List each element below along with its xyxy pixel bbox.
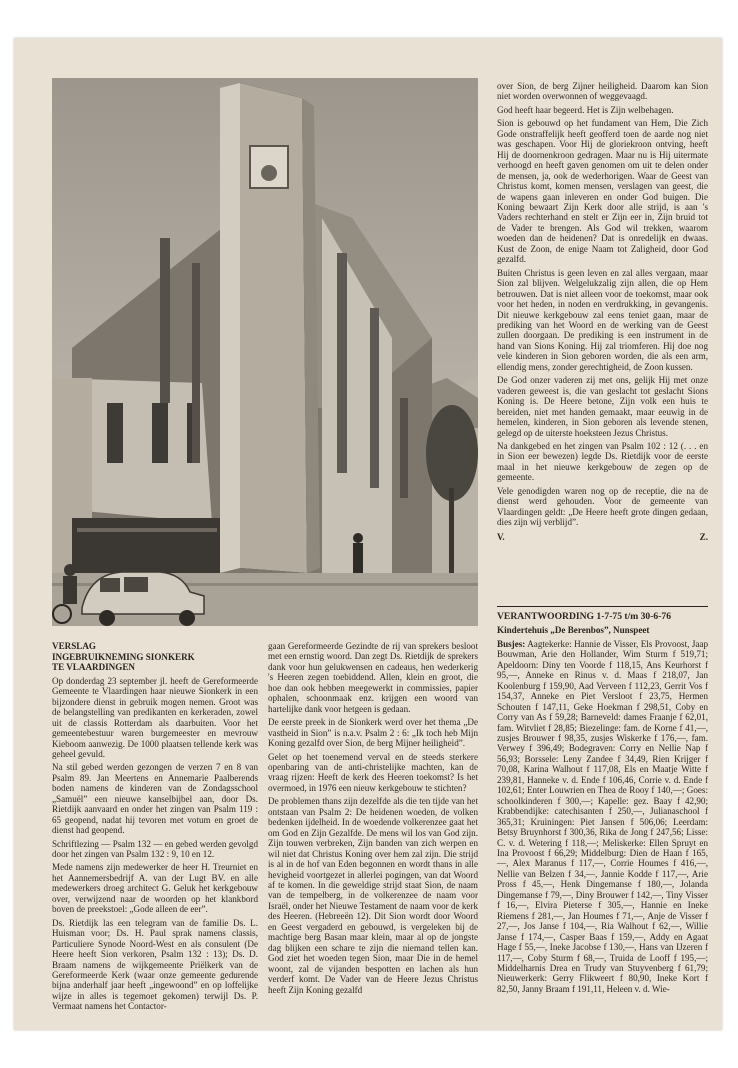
paragraph: Op donderdag 23 september jl. heeft de Gereformeerde Gemeente te Vlaardingen haar nieuwe Sionkerk in een bijzondere dienst in gebruik mogen nemen. Groot was de belangstelling van predikanten en kerkeraden, zowel uit de classis Rotterdam als daarbuiten. Voor het gemeentebestuur waren burgemeester en mevrouw Kieboom aanwezig. De 1000 plaatsen tellende kerk was geheel gevuld. <box>52 675 258 759</box>
accounts-column <box>497 606 708 997</box>
paragraph: over Sion, de berg Zijner heiligheid. Daarom kan Sion niet worden overwonnen of weggevaagd. <box>497 81 708 102</box>
paragraph: De eerste preek in de Sionkerk werd over het thema „De vastheid in Sion” is n.a.v. Psalm 2 : 6: „Ik toch heb Mijn Koning gezalfd over Sion, de berg Mijner heiligheid”. <box>268 717 478 749</box>
paragraph: Vele genodigden waren nog op de receptie, die na de dienst werd gehouden. Voor de gemeente van Vlaardingen geldt: „De Heere heeft grote dingen gedaan, dies zijn wij verblijd”. <box>497 485 708 528</box>
paragraph: Ds. Rietdijk las een telegram van de familie Ds. L. Huisman voor; Ds. H. Paul sprak namens classis, Particuliere Synode Noord-West en als consulent (De Heere heeft Sion verkoren, Psalm 132 : 13); Ds. D. Braam namens de wijkgemeente Priëlkerk van de Gereformeerde Kerk (waar onze gemeente gedurende bijna anderhalf jaar heeft „ingewoond” en op loffelijke wijze in alles is tegemoet gekomen) terwijl Ds. P. Vermaat namens het Contactor- <box>52 917 258 1012</box>
report-heading-line: VERSLAG <box>52 641 96 651</box>
paragraph: Na dankgebed en het zingen van Psalm 102 : 12 (. . . en in Sion eer bewezen) legde Ds. Rietdijk voor de eerste maal in het nieuwe kerkgebouw de zegen op de gemeente. <box>497 440 708 483</box>
paragraph: Schriftlezing — Psalm 132 — en gebed werden gevolgd door het zingen van Psalm 132 : 9, 10 en 12. <box>52 838 258 860</box>
paragraph: Mede namens zijn medewerker de heer H. Treurniet en het Aannemersbedrijf A. van der Lugt BV. en alle medewerkers droeg architect G. Geluk het kerkgebouw over, verwijzend naar de woorden op het klankbord boven de preekstoel: „Gode alleen de eer”. <box>52 862 258 915</box>
sionkerk-illustration <box>52 78 478 626</box>
report-middle-column <box>268 641 478 998</box>
report-heading <box>52 641 258 673</box>
accounts-subtitle: Kindertehuis „De Berenbos”, Nunspeet <box>497 625 650 636</box>
accounts-list <box>497 639 708 994</box>
paragraph: Na stil gebed werden gezongen de verzen 7 en 8 van Psalm 89. Jan Meertens en Annemarie Paalberends boden namens de kinderen van de Zondagsschool „Samuël” een nieuwe kanselbijbel aan, door Ds. Rietdijk aanvaard en onder het zingen van Psalm 119 : 65 geopend, nadat hij tevoren met votum en groet de dienst had geopend. <box>52 762 258 836</box>
paragraph: gaan Gereformeerde Gezindte de rij van sprekers besloot met een ernstig woord. Dan zegt Ds. Rietdijk de sprekers dank voor hun gelukwensen en cadeaus, hen wederkerig 's Heeren zegen toebiddend. Allen, klein en groot, die hoe dan ook hebben meegewerkt in commissies, papier ophalen, schoonmaak enz. krijgen een woord van hartelijke dank voor hetgeen is gedaan. <box>268 641 478 714</box>
report-heading-line: INGEBRUIKNEMING SIONKERK <box>52 651 195 662</box>
paragraph: De problemen thans zijn dezelfde als die ten tijde van het ontstaan van Psalm 2: De heidenen woeden, de volken bedenken ijdelheid. In de woedende volkerenzee gaat het om God en Zijn Gezalfde. De mens wil los van God zijn. Zijn touwen verbreken, Zijn banden van zich werpen en wil niet dat Christus Koning over hem zal zijn. Die strijd is al in de hof van Eden begonnen en wordt thans in alle hevigheid voortgezet in allerlei pogingen, van dat Woord af te komen. In die geweldige strijd staat Sion, de naam van de tempelberg, in de volkerenzee de naam voor Israël, onder het Nieuwe Testament de naam voor de kerk des Heeren. (Hebreeën 12). Dit Sion wordt door Woord en Geest vergaderd en gebouwd, is vergeleken bij de machtige berg Basan maar klein, maar al op de jongste dag blijken een schare te zijn die niemand tellen kan. God ziet het woeden tegen Sion, maar Die in de hemel woont, zal de vijanden bespotten en lachen als hun verderf komt. De Vader van de Heere Jezus Christus heeft Zijn Koning gezalfd <box>268 796 478 995</box>
report-column <box>52 641 258 1015</box>
accounts-lead: Busjes: <box>497 638 526 649</box>
accounts-title: VERANTWOORDING 1-7-75 t/m 30-6-76 <box>497 606 708 622</box>
signature-initial-left: V. <box>497 531 505 542</box>
paragraph: Sion is gebouwd op het fundament van Hem, Die Zich Gode onstraffelijk heeft geofferd toen de aarde nog niet was geschapen. Voor Hij de gloriekroon ontving, heeft Hij de doornenkroon gedragen. Maar nu is Hij uitermate verhoogd en heeft gaven genomen om uit te delen onder de mensen, ja, ook de wederhorigen. Waar de Geest van Christus komt, komen mensen, verslagen van geest, die de wapens gaan inleveren en onder God buigen. Die Koning bewaart Zijn Kerk door alle strijd, is aan 's Vaders rechterhand en stelt er Zijn eer in, Zijn bruid tot de Vader te brengen. Als God wil trekken, waarom woeden dan de heidenen? Dat is onredelijk en dwaas. Kust de Zoon, de enige Naam tot Zaligheid, door God gezalfd. <box>497 118 708 265</box>
church-photo <box>52 78 478 626</box>
signature-initial-right: Z. <box>699 531 708 542</box>
paragraph: De God onzer vaderen zij met ons, gelijk Hij met onze vaderen geweest is, die van geslacht tot geslacht Sions Koning is. De Heere betone, Zijn volk een huis te bereiden, niet met handen gemaakt, maar eeuwig in de hemelen, kinderen, in Sion geboren als levende stenen, gelegd op de uiterste hoeksteen Jezus Christus. <box>497 375 708 438</box>
report-heading-line: TE VLAARDINGEN <box>52 662 135 673</box>
sermon-continuation-column <box>497 81 708 542</box>
signature <box>497 532 708 542</box>
paragraph: Buiten Christus is geen leven en zal alles vergaan, maar Sion zal blijven. Welgelukzalig zijn allen, die op Hem betrouwen. Dat is niet alleen voor de toekomst, maar ook voor het heden, in noden en verdrukking, in gevangenis. Dit nieuwe kerkgebouw zal eens teniet gaan, maar de prediking van het Woord en de werking van de Geest zullen doorgaan. De prediking is een instrument in de hand van Sions Koning. Hij zal triomferen. Hij doe nog vele kinderen in Sion geboren worden, die als een arm, ellendig mens, zonder gerechtigheid, de Zoon kussen. <box>497 267 708 372</box>
paragraph: God heeft haar begeerd. Het is Zijn welbehagen. <box>497 104 674 115</box>
paragraph: Gelet op het toenemend verval en de steeds sterkere openbaring van de anti-christelijke machten, kan de vraag rijzen: Heeft de kerk des Heeren toekomst? Is het overmoed, in 1976 een nieuw kerkgebouw te stichten? <box>268 751 478 793</box>
accounts-text: Aagtekerke: Hannie de Visser, Els Provoost, Jaap Bouwman, Arie den Hollander, Wim Sturm f 519,71; Apeldoorn: Diny ten Voorde f 118,15, Ans Keurhorst f 95,—, Anneke en Rinus v. d. Maas f 218,07, Jan Koolenburg f 159,90, Aad Verveen f 112,23, Gerrit Vos f 154,37, Anneke en Piet Versloot f 23,75, Hermen Schouten f 147,11, Geke Hoekman f 298,51, Coby en Corry van As f 59,28; Barneveld: dames Fraanje f 62,01, fam. Witvliet f 28,85; Biezelinge: fam. de Korne f 41,—, zusjes Brouwer f 98,35, zusjes Wiskerke f 176,—, fam. Verwey f 396,49; Bodegraven: Corry en Nellie Nap f 56,93; Borssele: Leny Zandee f 34,49, Rien Krijger f 70,08, Karina Walhout f 117,08, Els en Maatje Witte f 239,81, Hanneke v. d. Ende f 106,46, Corrie v. d. Ende f 102,61; Enter Louwrien en Thea de Rooy f 140,—; Goes: schoolkinderen f 300,—; Kapelle: gez. Baay f 42,90; Krabbendijke: catechisanten f 250,—, Julianaschool f 365,31; Kruiningen: Piet Jansen f 506,06; Leerdam: Betsy Bruynhorst f 300,36, Rika de Jong f 247,56; Lisse: C. v. d. Wetering f 118,—; Meliskerke: Ellen Spruyt en Ina Provoost f 66,29; Middelburg: Dien de Haan f 165,—, Alex Maranus f 117,—, Corrie Houmes f 416,—, Nellie van Belzen f 34,—, Jannie Kodde f 117,—, Arie Pross f 45,—, Henk Dingemanse f 180,—, Jolanda Dingemanse f 79,—, Diny Brouwer f 142,—, Tiny Visser f 16,—, Elvira Pieterse f 305,—, Hannie en Ineke Riemens f 281,—, Jan Houmes f 71,—, Anje de Visser f 27,—, Jos Janse f 104,—, Ria Walhout f 62,—, Willie Janse f 174,—, Casper Baas f 159,—, Addy en Agaat Hage f 55,—, Ineke Jacobse f 130,—, Hans van IJzeren f 117,—, Coby Sturm f 68,—, Truida de Looff f 195,—; Middelharnis Drea en Trudy van Stuyvenberg f 61,79; Nieuwerkerk: Gerry Flikweert f 80,90, Ineke Kort f 82,50, Janny Braam f 191,11, Heleen v. d. Wie- <box>497 638 708 994</box>
